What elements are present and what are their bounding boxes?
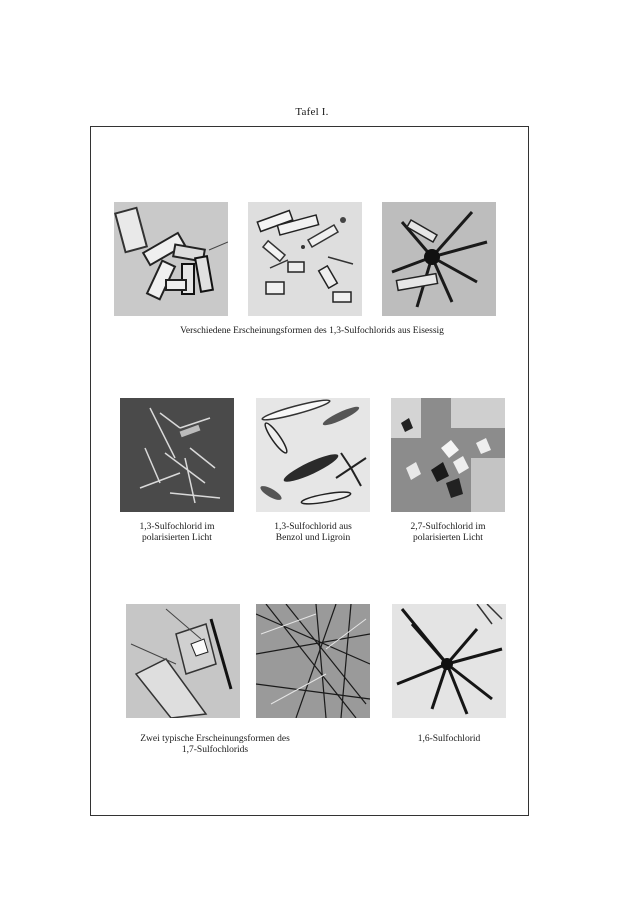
micrograph-1-3-polarized bbox=[120, 398, 234, 512]
caption-line: 1,3-Sulfochlorid im bbox=[139, 522, 215, 532]
micrograph-1-6 bbox=[392, 604, 506, 718]
micrograph-1-3-eisessig-b bbox=[248, 202, 362, 316]
caption-1-3-benzol bbox=[248, 522, 378, 544]
micrograph-1-3-eisessig-c bbox=[382, 202, 496, 316]
caption-line: polarisierten Licht bbox=[142, 533, 212, 543]
micrograph-1-7-form-a bbox=[126, 604, 240, 718]
caption-line: Zwei typische Erscheinungsformen des bbox=[140, 734, 290, 744]
micrograph-1-3-eisessig-a bbox=[114, 202, 228, 316]
micrograph-2-7-polarized bbox=[391, 398, 505, 512]
caption-1-6 bbox=[384, 734, 514, 745]
caption-line: Benzol und Ligroin bbox=[275, 533, 351, 543]
caption-line: 1,7-Sulfochlorids bbox=[181, 745, 249, 755]
micrograph-1-3-benzol bbox=[256, 398, 370, 512]
micrograph-1-7-form-b bbox=[256, 604, 370, 718]
caption-line: 1,6-Sulfochlorid bbox=[417, 734, 481, 744]
caption-2-7-polarized bbox=[383, 522, 513, 544]
caption-line: 2,7-Sulfochlorid im bbox=[410, 522, 486, 532]
caption-row-1: Verschiedene Erscheinungsformen des 1,3-Sulfochlorids aus Eisessig bbox=[180, 326, 444, 336]
caption-line: polarisierten Licht bbox=[413, 533, 483, 543]
caption-1-7 bbox=[120, 734, 310, 756]
caption-line: 1,3-Sulfochlorid aus bbox=[274, 522, 352, 532]
plate-title: Tafel I. bbox=[295, 106, 329, 118]
caption-1-3-polarized bbox=[112, 522, 242, 544]
